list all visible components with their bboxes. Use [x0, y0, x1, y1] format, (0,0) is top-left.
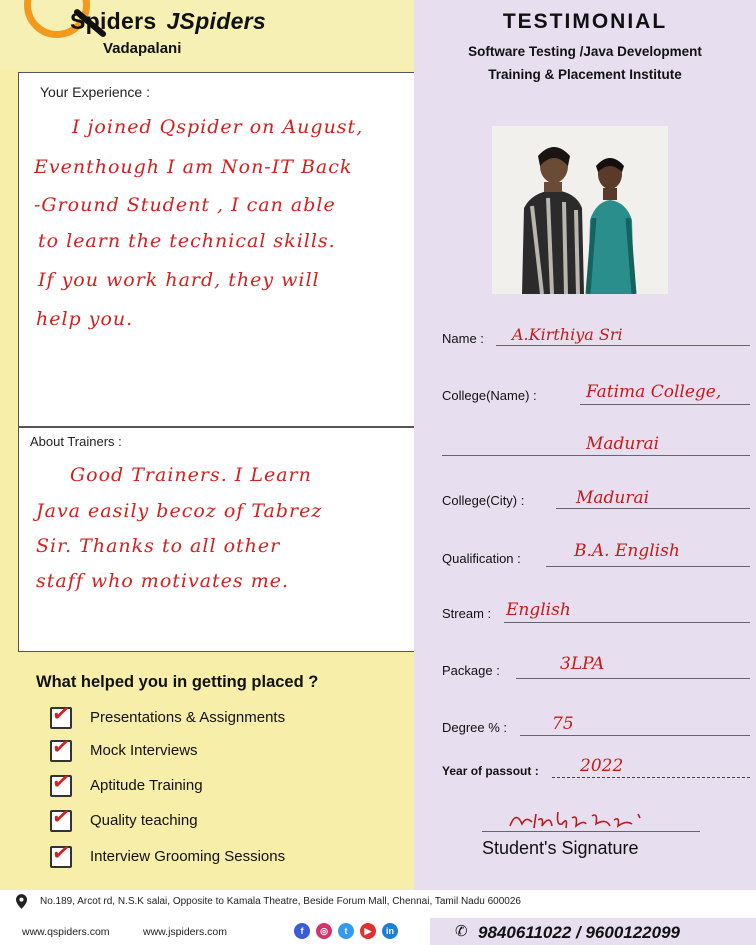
trainers-label: About Trainers : [30, 434, 122, 449]
package-underline [516, 678, 750, 679]
placement-question: What helped you in getting placed ? [36, 673, 319, 691]
stream-underline [504, 622, 750, 623]
name-underline [496, 345, 750, 346]
college-name-underline-2 [442, 455, 750, 456]
experience-line: If you work hard, they will [38, 269, 320, 291]
passout-value[interactable]: 2022 [580, 756, 624, 776]
college-city-underline [556, 508, 750, 509]
experience-line: Eventhough I am Non-IT Back [34, 156, 353, 178]
college-city-value[interactable]: Madurai [576, 488, 650, 508]
passout-underline [552, 777, 750, 778]
stream-label: Stream : [442, 606, 492, 621]
check-mark-icon: ✓ [50, 699, 73, 728]
student-photo-illustration [492, 126, 668, 294]
experience-line: -Ground Student , I can able [34, 194, 336, 216]
checklist-label: Mock Interviews [90, 742, 198, 759]
college-city-label: College(City) : [442, 493, 525, 508]
package-label: Package : [442, 663, 500, 678]
checklist-label: Aptitude Training [90, 777, 203, 794]
checklist-label: Presentations & Assignments [90, 709, 286, 726]
signature-line [482, 831, 700, 832]
contact-phones[interactable]: 9840611022 / 9600122099 [478, 923, 680, 942]
trainers-line: staff who motivates me. [36, 570, 289, 592]
qualification-label: Qualification : [442, 551, 521, 566]
testimonial-subtitle-2: Training & Placement Institute [488, 67, 682, 82]
name-value[interactable]: A.Kirthiya Sri [512, 325, 623, 344]
college-name-value[interactable]: Fatima College, [586, 382, 722, 402]
testimonial-subtitle-1: Software Testing /Java Development [468, 44, 702, 59]
signature-caption: Student's Signature [482, 838, 639, 858]
college-name-value-2[interactable]: Madurai [586, 434, 660, 454]
instagram-icon[interactable]: ◎ [316, 923, 332, 939]
check-mark-icon: ✓ [50, 732, 73, 761]
qualification-value[interactable]: B.A. English [574, 541, 680, 561]
checklist-label: Interview Grooming Sessions [90, 848, 286, 865]
stream-value[interactable]: English [506, 600, 571, 620]
linkedin-icon[interactable]: in [382, 923, 398, 939]
phone-icon: ✆ [455, 923, 468, 940]
experience-line: I joined Qspider on August, [72, 116, 364, 138]
trainers-line: Java easily becoz of Tabrez [36, 500, 323, 522]
name-label: Name : [442, 331, 484, 346]
jspiders-website-link[interactable]: www.jspiders.com [143, 926, 228, 938]
passout-label: Year of passout : [442, 764, 539, 778]
college-name-underline [580, 404, 750, 405]
brand-name [70, 8, 266, 35]
experience-label: Your Experience : [40, 84, 150, 100]
twitter-icon[interactable]: t [338, 923, 354, 939]
qualification-underline [546, 566, 750, 567]
experience-line: to learn the technical skills. [38, 230, 336, 252]
brand-jspiders: JSpiders [166, 8, 267, 34]
testimonial-title: TESTIMONIAL [502, 10, 668, 33]
check-mark-icon: ✓ [50, 838, 73, 867]
degree-value[interactable]: 75 [552, 714, 574, 734]
youtube-icon[interactable]: ▶ [360, 923, 376, 939]
degree-underline [520, 735, 750, 736]
checklist-label: Quality teaching [90, 812, 198, 829]
check-mark-icon: ✓ [50, 802, 73, 831]
package-value[interactable]: 3LPA [560, 654, 605, 674]
experience-line: help you. [36, 308, 134, 330]
trainers-line: Good Trainers. I Learn [70, 464, 312, 486]
facebook-icon[interactable]: f [294, 923, 310, 939]
student-photo [492, 126, 668, 294]
location-pin-icon [16, 894, 27, 909]
college-name-label: College(Name) : [442, 388, 537, 403]
branch-name: Vadapalani [103, 40, 182, 57]
brand-qspiders: Spiders [70, 8, 157, 34]
qspiders-website-link[interactable]: www.qspiders.com [22, 926, 110, 938]
check-mark-icon: ✓ [50, 767, 73, 796]
trainers-line: Sir. Thanks to all other [36, 535, 281, 557]
student-signature [506, 806, 666, 834]
footer-address: No.189, Arcot rd, N.S.K salai, Opposite to Kamala Theatre, Beside Forum Mall, Chennai, Tamil Nadu 600026 [40, 896, 521, 907]
degree-label: Degree % : [442, 720, 508, 735]
